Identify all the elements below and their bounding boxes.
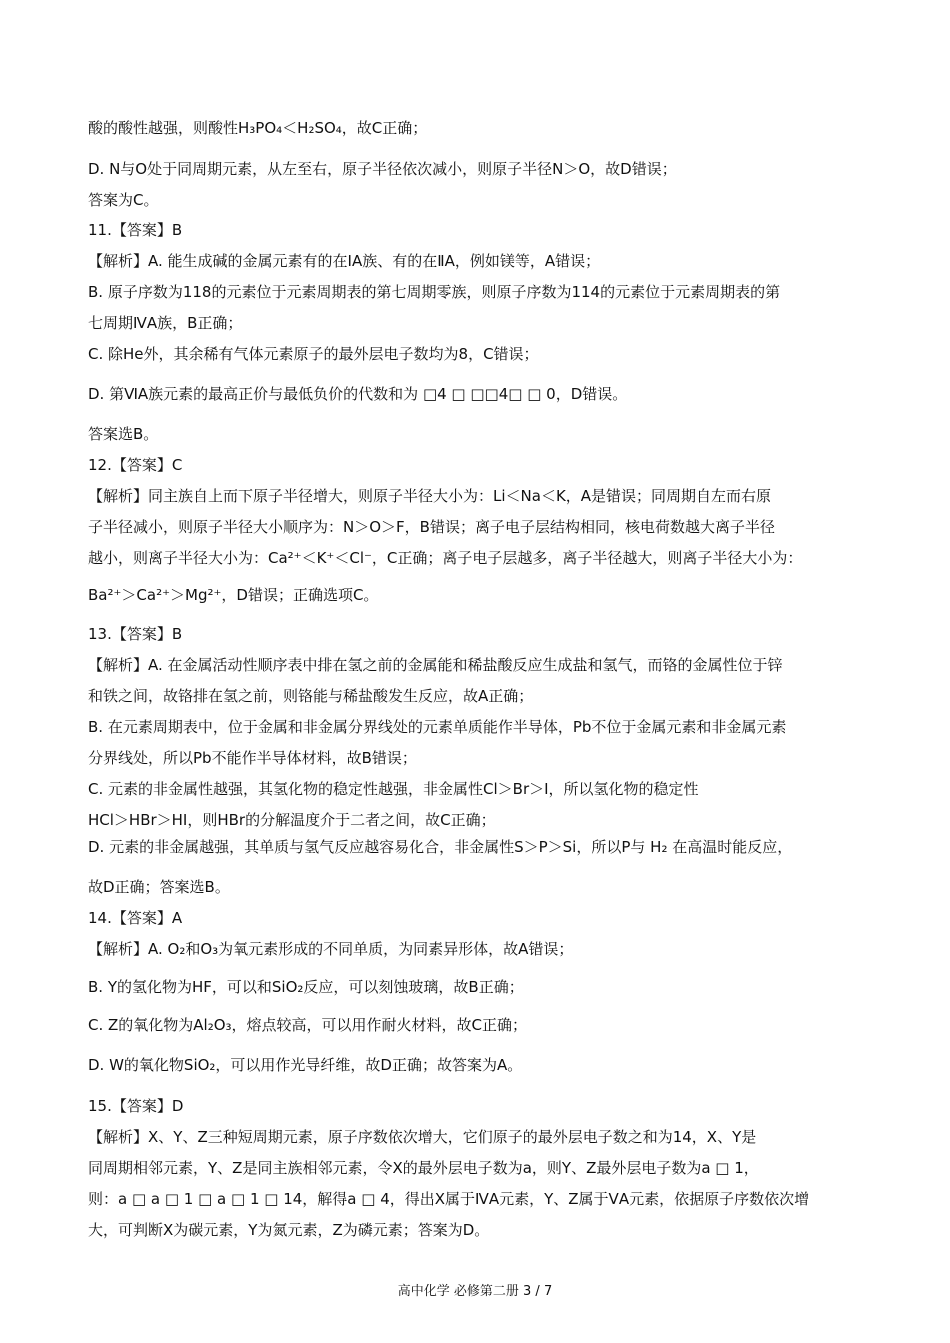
text-line-31: 【解析】X、Y、Z三种短周期元素，原子序数依次增大，它们原子的最外层电子数之和为14，X、Y是	[88, 1128, 757, 1146]
text-line-21: C. 元素的非金属性越强，其氢化物的稳定性越强，非金属性Cl＞Br＞I，所以氢化物的稳定性	[88, 780, 699, 798]
text-line-2: D. N与O处于同周期元素，从左至右，原子半径依次减小，则原子半径N＞O，故D错误；	[88, 160, 677, 178]
text-line-34: 大，可判断X为碳元素，Y为氮元素，Z为磷元素；答案为D。	[88, 1221, 490, 1239]
text-line-14: 越小，则离子半径大小为：Ca²⁺＜K⁺＜Cl⁻，C正确；离子电子层越多，离子半径越大，则离子半径大小为：	[88, 549, 803, 567]
text-line-33: 则：a □ a □ 1 □ a □ 1 □ 14，解得a □ 4，得出X属于ⅣA元素，Y、Z属于ⅤA元素，依据原子序数依次增	[88, 1190, 810, 1208]
text-line-1: 酸的酸性越强，则酸性H₃PO₄＜H₂SO₄，故C正确；	[88, 119, 428, 137]
answer-heading-15: 15.【答案】D	[88, 1097, 184, 1115]
answer-heading-14: 14.【答案】A	[88, 909, 183, 927]
text-line-23: D. 元素的非金属越强，其单质与氢气反应越容易化合，非金属性S＞P＞Si，所以P与 H₂ 在高温时能反应，	[88, 838, 793, 856]
text-line-17: 【解析】A. 在金属活动性顺序表中排在氢之前的金属能和稀盐酸反应生成盐和氢气，而铬的金属性位于锌	[88, 656, 783, 674]
page-footer: 高中化学 必修第二册 3 / 7	[397, 1284, 553, 1299]
text-line-26: 【解析】A. O₂和O₃为氧元素形成的不同单质，为同素异形体，故A错误；	[88, 940, 574, 958]
text-line-24: 故D正确；答案选B。	[88, 878, 230, 896]
text-line-32: 同周期相邻元素，Y、Z是同主族相邻元素，令X的最外层电子数为a，则Y、Z最外层电子数为a □ 1，	[88, 1159, 759, 1177]
answer-heading-11: 11.【答案】B	[88, 221, 183, 239]
answer-heading-13: 13.【答案】B	[88, 625, 183, 643]
text-line-5: 【解析】A. 能生成碱的金属元素有的在ⅠA族、有的在ⅡA，例如镁等，A错误；	[88, 252, 601, 270]
text-line-29: D. W的氧化物SiO₂，可以用作光导纤维，故D正确；故答案为A。	[88, 1056, 523, 1074]
text-line-3: 答案为C。	[88, 191, 159, 209]
text-line-6: B. 原子序数为118的元素位于元素周期表的第七周期零族，则原子序数为114的元素位于元素周期表的第	[88, 283, 781, 301]
text-line-13: 子半径减小，则原子半径大小顺序为：N＞O＞F，B错误；离子电子层结构相同，核电荷数越大离子半径	[88, 518, 775, 536]
text-line-20: 分界线处，所以Pb不能作半导体材料，故B错误；	[88, 749, 417, 767]
answer-heading-12: 12.【答案】C	[88, 456, 183, 474]
text-line-10: 答案选B。	[88, 425, 159, 443]
text-line-7: 七周期ⅣA族，B正确；	[88, 314, 243, 332]
text-line-15: Ba²⁺＞Ca²⁺＞Mg²⁺，D错误；正确选项C。	[88, 586, 379, 604]
text-line-27: B. Y的氢化物为HF，可以和SiO₂反应，可以刻蚀玻璃，故B正确；	[88, 978, 524, 996]
text-line-28: C. Z的氧化物为Al₂O₃，熔点较高，可以用作耐火材料，故C正确；	[88, 1016, 528, 1034]
text-line-22: HCl＞HBr＞HI，则HBr的分解温度介于二者之间，故C正确；	[88, 811, 496, 829]
text-line-8: C. 除He外，其余稀有气体元素原子的最外层电子数均为8，C错误；	[88, 345, 539, 363]
text-line-12: 【解析】同主族自上而下原子半径增大，则原子半径大小为：Li＜Na＜K，A是错误；同周期自左而右原	[88, 487, 772, 505]
text-line-18: 和铁之间，故铬排在氢之前，则铬能与稀盐酸发生反应，故A正确；	[88, 687, 534, 705]
text-line-9: D. 第ⅥA族元素的最高正价与最低负价的代数和为 □4 □ □□4□ □ 0，D错误。	[88, 385, 628, 403]
text-line-19: B. 在元素周期表中，位于金属和非金属分界线处的元素单质能作半导体，Pb不位于金属元素和非金属元素	[88, 718, 787, 736]
